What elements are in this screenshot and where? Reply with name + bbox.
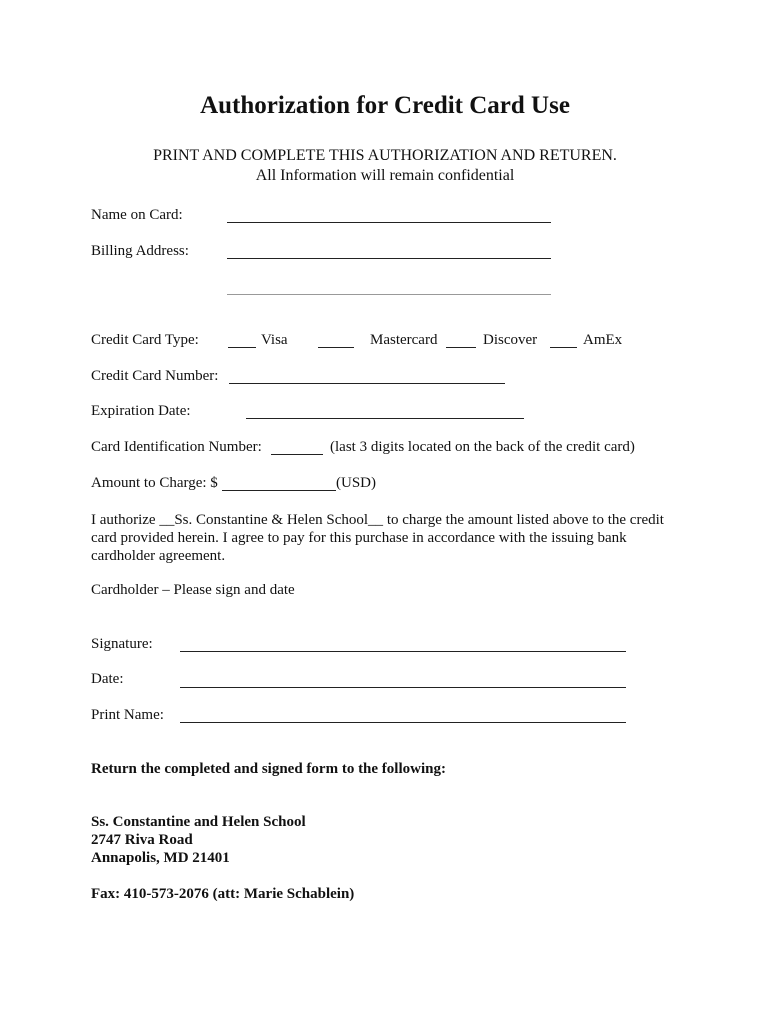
print-name-field[interactable] <box>180 722 626 723</box>
confidential-note: All Information will remain confidential <box>255 167 515 184</box>
fax-line: Fax: 410-573-2076 (att: Marie Schablein) <box>91 886 355 902</box>
date-field[interactable] <box>180 687 626 688</box>
card-number-field[interactable] <box>229 383 505 384</box>
amount-unit: (USD) <box>336 475 376 491</box>
date-label: Date: <box>91 671 124 687</box>
name-on-card-label: Name on Card: <box>91 207 183 223</box>
address-line-2: 2747 Riva Road <box>91 832 193 848</box>
cardholder-prompt: Cardholder – Please sign and date <box>91 582 295 598</box>
mastercard-checkbox[interactable] <box>318 347 354 348</box>
signature-label: Signature: <box>91 636 153 652</box>
amex-option-label: AmEx <box>583 332 623 348</box>
cid-field[interactable] <box>271 454 323 455</box>
card-type-label: Credit Card Type: <box>91 332 199 348</box>
visa-checkbox[interactable] <box>228 347 256 348</box>
cid-note: (last 3 digits located on the back of the credit card) <box>330 439 635 455</box>
discover-checkbox[interactable] <box>446 347 476 348</box>
billing-address-field-2[interactable] <box>227 294 551 295</box>
address-line-1: Ss. Constantine and Helen School <box>91 814 306 830</box>
authorization-prefix: I authorize <box>91 512 160 528</box>
authorization-text: to charge the amount listed above to the credit card provided herein. I agree to pay for this purchase in accordance with the issuing bank cardholder agreement. <box>91 512 664 564</box>
visa-option-label: Visa <box>261 332 288 348</box>
address-line-3: Annapolis, MD 21401 <box>91 850 230 866</box>
signature-field[interactable] <box>180 651 626 652</box>
name-on-card-field[interactable] <box>227 222 551 223</box>
print-name-label: Print Name: <box>91 707 164 723</box>
cid-label: Card Identification Number: <box>91 439 262 455</box>
amount-label: Amount to Charge: $ <box>91 475 218 491</box>
card-number-label: Credit Card Number: <box>91 368 219 384</box>
print-instruction: PRINT AND COMPLETE THIS AUTHORIZATION AND RETUREN. <box>153 147 617 164</box>
billing-address-field-1[interactable] <box>227 258 551 259</box>
form-title: Authorization for Credit Card Use <box>200 92 570 119</box>
expiration-field[interactable] <box>246 418 524 419</box>
amex-checkbox[interactable] <box>550 347 577 348</box>
amount-field[interactable] <box>222 490 336 491</box>
discover-option-label: Discover <box>483 332 538 348</box>
authorization-paragraph <box>91 511 681 565</box>
expiration-label: Expiration Date: <box>91 403 191 419</box>
billing-address-label: Billing Address: <box>91 243 189 259</box>
return-heading: Return the completed and signed form to the following: <box>91 761 446 777</box>
school-name-blank: __Ss. Constantine & Helen School__ <box>159 512 384 528</box>
mastercard-option-label: Mastercard <box>370 332 438 348</box>
